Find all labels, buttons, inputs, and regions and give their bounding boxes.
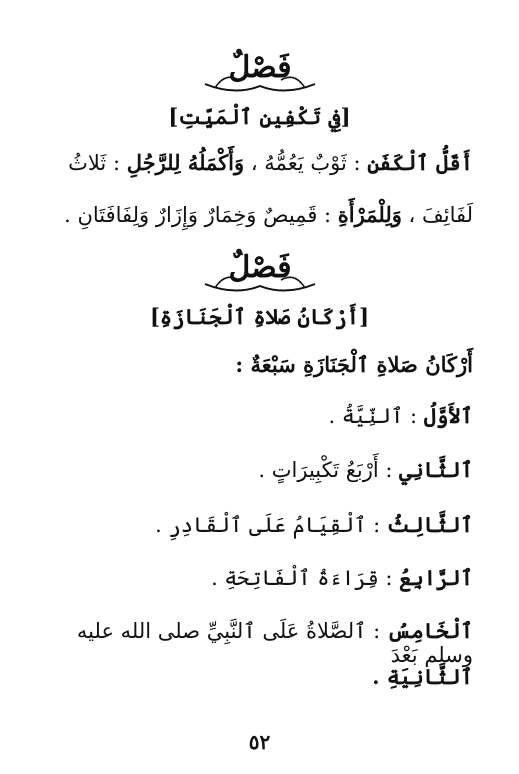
- item-text: : ٱلْقِيَامُ عَلَى ٱلْقَادِرِ .: [155, 513, 387, 537]
- list-item: [44, 618, 473, 667]
- item-text: : ٱلنِّيَّةُ .: [328, 404, 424, 428]
- item-label: ٱلثَّالِثُ: [386, 512, 473, 537]
- section-heading: [فِي تَكْفِينِ ٱلْمَيِّتِ]: [168, 104, 351, 129]
- text: : قَمِيصٌ وَخِمَارٌ وَإِزَارٌ وَلِفَافَتَانِ .: [64, 203, 338, 227]
- term: وَلِلْمَرْأَةِ: [337, 202, 402, 227]
- section-ornament: [195, 242, 325, 298]
- item-label: ٱلثَّانِي: [399, 457, 473, 482]
- section-title: فَصْلٌ: [228, 50, 292, 85]
- section-heading: [أَرْكَانُ صَلاةِ ٱلْجَنَازَةِ]: [149, 304, 370, 329]
- list-item-continuation: [372, 664, 473, 689]
- section-title: فَصْلٌ: [228, 250, 292, 285]
- list-item: [155, 512, 473, 537]
- item-label: ٱلْخَامِسُ: [386, 618, 473, 643]
- text: لَفَائِفَ ،: [401, 203, 473, 227]
- term: أَقَلُّ ٱلْكَفَنِ: [367, 150, 473, 175]
- page-number: ٥٢: [248, 730, 271, 754]
- list-item: [328, 403, 473, 428]
- item-text: : أَرْبَعُ تَكْبِيرَاتٍ .: [258, 458, 400, 482]
- item-label: ٱلأَوَّلُ: [423, 403, 473, 428]
- list-item: [211, 565, 473, 590]
- section-ornament: [195, 42, 325, 98]
- list-item: [258, 457, 473, 482]
- intro-text: أَرْكَانُ صَلاةِ ٱلْجَنَازَةِ سَبْعَةٌ :: [235, 352, 473, 377]
- text: : ثَوْبٌ يَعُمُّهُ ،: [244, 151, 368, 175]
- item-text: ٱلثَّانِيَةِ .: [372, 664, 473, 689]
- paragraph-line: [64, 202, 473, 227]
- term: وَأَكْمَلُهُ لِلرَّجُلِ: [126, 150, 245, 175]
- text: : ثَلاثُ: [68, 151, 127, 175]
- paragraph-line: [44, 150, 473, 175]
- item-text: : ٱلصَّلاةُ عَلَى ٱلنَّبِيِّ صلى الله عليه وسلم بَعْدَ: [76, 619, 473, 667]
- item-text: : قِرَاءَةُ ٱلْفَاتِحَةِ .: [211, 566, 400, 590]
- item-label: ٱلرَّابِعُ: [399, 565, 473, 590]
- list-intro: [235, 352, 473, 377]
